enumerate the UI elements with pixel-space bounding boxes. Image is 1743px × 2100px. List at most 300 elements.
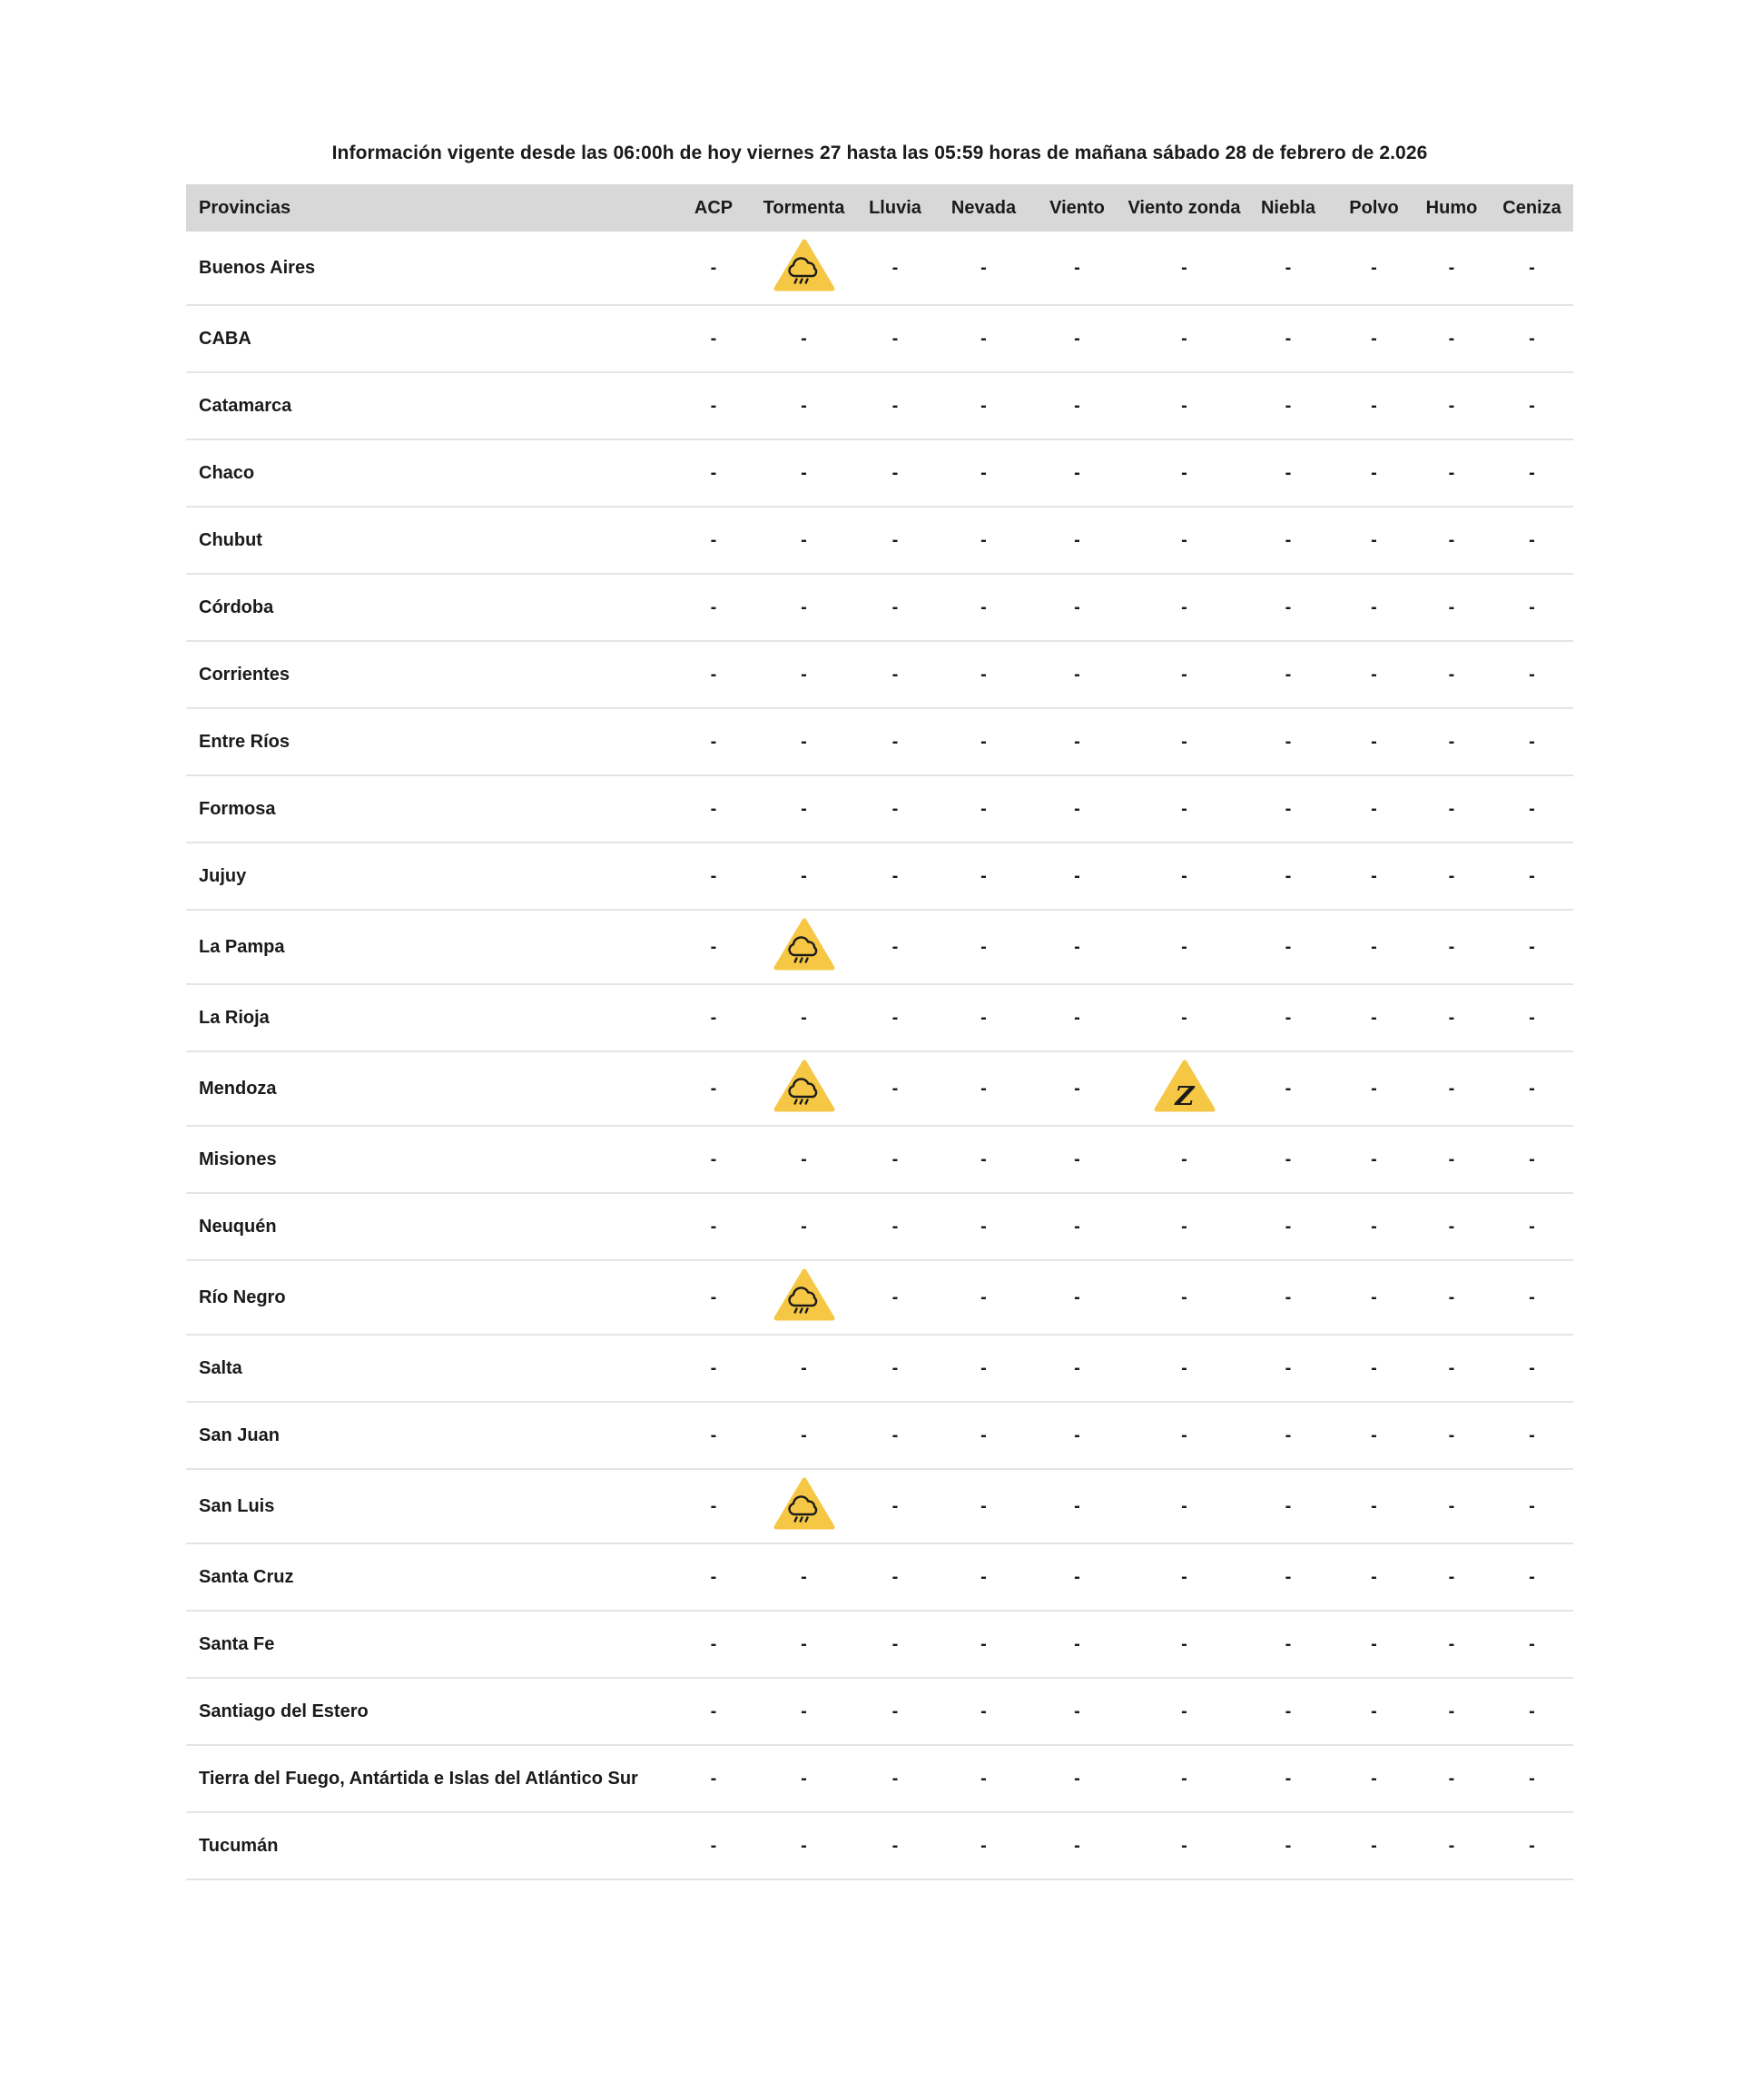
alert-cell-tormenta: - (801, 664, 807, 685)
alert-cell-humo: - (1448, 1566, 1455, 1587)
storm-warning-icon (773, 232, 835, 298)
alert-cell-nevada: - (980, 731, 987, 752)
alert-cell-ceniza: - (1529, 936, 1535, 957)
alert-cell-lluvia: - (891, 865, 899, 886)
alert-cell-humo: - (1448, 462, 1455, 483)
alert-cell-polvo: - (1371, 328, 1377, 349)
province-row (186, 1051, 1573, 1126)
alert-cell-lluvia: - (891, 395, 899, 416)
province-row (186, 1260, 1573, 1335)
province-row (186, 775, 1573, 843)
alert-cell-lluvia: - (891, 1149, 899, 1169)
alert-cell-niebla: - (1285, 1425, 1292, 1445)
province-row (186, 1469, 1573, 1543)
alert-cell-nevada: - (980, 1357, 987, 1378)
alert-cell-tormenta (758, 1469, 850, 1543)
alert-cell-lluvia: - (891, 328, 899, 349)
province-name: Córdoba (199, 596, 274, 617)
alert-cell-humo: - (1448, 664, 1455, 685)
alert-cell-humo: - (1448, 529, 1455, 550)
province-row (186, 1335, 1573, 1402)
alert-cell-tormenta: - (801, 1149, 807, 1169)
alerts-table-body (186, 232, 1573, 1879)
alert-cell-viento: - (1074, 1768, 1080, 1789)
alerts-page (186, 143, 1573, 1880)
alert-cell-tormenta: - (801, 798, 807, 819)
province-name: Santa Cruz (199, 1566, 294, 1587)
alert-cell-lluvia: - (891, 1495, 899, 1516)
alert-cell-viento: - (1074, 1835, 1080, 1856)
column-header-viento-zonda: Viento zonda (1128, 197, 1241, 218)
alert-cell-acp: - (710, 1149, 717, 1169)
alert-cell-viento: - (1074, 328, 1080, 349)
alert-cell-viento-zonda: - (1181, 865, 1187, 886)
alert-cell-nevada: - (980, 1425, 987, 1445)
alert-cell-ceniza: - (1529, 328, 1535, 349)
alert-cell-polvo: - (1371, 1007, 1377, 1028)
alert-cell-niebla: - (1285, 1078, 1292, 1099)
alert-cell-ceniza: - (1529, 1633, 1535, 1654)
alert-cell-ceniza: - (1529, 1078, 1535, 1099)
alert-cell-polvo: - (1371, 798, 1377, 819)
alert-cell-polvo: - (1371, 1425, 1377, 1445)
alert-cell-humo: - (1448, 1007, 1455, 1028)
alert-cell-acp: - (710, 1078, 717, 1099)
province-name: Chaco (199, 462, 255, 483)
alert-cell-viento-zonda: - (1181, 1216, 1187, 1237)
alert-cell-ceniza: - (1529, 865, 1535, 886)
province-name: Río Negro (199, 1287, 286, 1307)
column-header-ceniza: Ceniza (1502, 197, 1561, 218)
alert-cell-tormenta: - (801, 1007, 807, 1028)
alert-cell-ceniza: - (1529, 462, 1535, 483)
alert-cell-humo: - (1448, 731, 1455, 752)
alert-cell-polvo: - (1371, 936, 1377, 957)
alert-cell-lluvia: - (891, 798, 899, 819)
alert-cell-ceniza: - (1529, 1566, 1535, 1587)
alert-cell-lluvia: - (891, 1287, 899, 1307)
province-name: La Rioja (199, 1007, 270, 1028)
alert-cell-lluvia: - (891, 1425, 899, 1445)
province-row (186, 1193, 1573, 1260)
province-name: Misiones (199, 1149, 277, 1169)
alert-cell-tormenta (758, 1260, 850, 1335)
alert-cell-tormenta: - (801, 596, 807, 617)
alert-cell-viento-zonda (1128, 1051, 1241, 1126)
alert-cell-niebla: - (1285, 529, 1292, 550)
alert-cell-niebla: - (1285, 1357, 1292, 1378)
alert-cell-lluvia: - (891, 529, 899, 550)
alert-cell-ceniza: - (1529, 395, 1535, 416)
alert-cell-niebla: - (1285, 798, 1292, 819)
alert-cell-viento-zonda: - (1181, 1287, 1187, 1307)
storm-warning-icon (773, 912, 835, 977)
alert-cell-niebla: - (1285, 462, 1292, 483)
alert-cell-tormenta: - (801, 395, 807, 416)
alert-cell-ceniza: - (1529, 731, 1535, 752)
alert-cell-viento-zonda: - (1181, 1835, 1187, 1856)
alert-cell-acp: - (710, 865, 717, 886)
alert-cell-humo: - (1448, 1768, 1455, 1789)
alert-cell-niebla: - (1285, 731, 1292, 752)
alert-cell-acp: - (710, 1835, 717, 1856)
alert-cell-nevada: - (980, 1078, 987, 1099)
alert-cell-viento-zonda: - (1181, 664, 1187, 685)
alert-cell-tormenta (758, 910, 850, 984)
alert-cell-viento-zonda: - (1181, 798, 1187, 819)
alert-cell-humo: - (1448, 1078, 1455, 1099)
alert-cell-acp: - (710, 462, 717, 483)
alert-cell-niebla: - (1285, 936, 1292, 957)
alert-cell-viento: - (1074, 395, 1080, 416)
alert-cell-tormenta: - (801, 1566, 807, 1587)
alert-cell-polvo: - (1371, 529, 1377, 550)
alert-cell-viento: - (1074, 462, 1080, 483)
alert-cell-viento-zonda: - (1181, 1425, 1187, 1445)
province-row (186, 439, 1573, 507)
alert-cell-acp: - (710, 395, 717, 416)
alert-cell-viento-zonda: - (1181, 1633, 1187, 1654)
alert-cell-lluvia: - (891, 731, 899, 752)
alert-cell-niebla: - (1285, 865, 1292, 886)
alert-cell-polvo: - (1371, 395, 1377, 416)
province-row (186, 574, 1573, 641)
alert-cell-humo: - (1448, 1835, 1455, 1856)
province-row (186, 305, 1573, 372)
alert-cell-ceniza: - (1529, 1768, 1535, 1789)
alert-cell-niebla: - (1285, 1768, 1292, 1789)
alert-cell-humo: - (1448, 395, 1455, 416)
alert-cell-tormenta: - (801, 1701, 807, 1721)
alert-cell-tormenta: - (801, 1216, 807, 1237)
alert-cell-tormenta: - (801, 1633, 807, 1654)
province-row (186, 1543, 1573, 1611)
alert-cell-niebla: - (1285, 1149, 1292, 1169)
alert-cell-acp: - (710, 936, 717, 957)
alert-cell-ceniza: - (1529, 596, 1535, 617)
alert-cell-lluvia: - (891, 1835, 899, 1856)
alert-cell-tormenta (758, 1051, 850, 1126)
alert-cell-acp: - (710, 1425, 717, 1445)
alert-cell-nevada: - (980, 798, 987, 819)
province-name: Catamarca (199, 395, 292, 416)
alert-cell-acp: - (710, 1357, 717, 1378)
alert-cell-polvo: - (1371, 731, 1377, 752)
alert-cell-viento-zonda: - (1181, 1149, 1187, 1169)
alert-cell-tormenta (758, 232, 850, 305)
alert-cell-lluvia: - (891, 257, 899, 278)
svg-text:Z: Z (1174, 1080, 1195, 1111)
alert-cell-tormenta: - (801, 731, 807, 752)
alert-cell-nevada: - (980, 664, 987, 685)
alert-cell-polvo: - (1371, 596, 1377, 617)
alert-cell-tormenta: - (801, 529, 807, 550)
alert-cell-acp: - (710, 257, 717, 278)
alert-cell-polvo: - (1371, 1287, 1377, 1307)
alert-cell-humo: - (1448, 1149, 1455, 1169)
alert-cell-viento: - (1074, 1007, 1080, 1028)
province-row (186, 843, 1573, 910)
alert-cell-acp: - (710, 1495, 717, 1516)
alert-cell-tormenta: - (801, 1835, 807, 1856)
province-row (186, 1812, 1573, 1879)
alert-cell-polvo: - (1371, 1701, 1377, 1721)
column-header-tormenta: Tormenta (763, 197, 845, 218)
alert-cell-niebla: - (1285, 596, 1292, 617)
alert-cell-niebla: - (1285, 1287, 1292, 1307)
alert-cell-polvo: - (1371, 865, 1377, 886)
alert-cell-lluvia: - (891, 1633, 899, 1654)
alert-cell-viento: - (1074, 936, 1080, 957)
alert-cell-lluvia: - (891, 462, 899, 483)
alert-cell-nevada: - (980, 1216, 987, 1237)
province-name: Salta (199, 1357, 242, 1378)
province-name: Buenos Aires (199, 257, 316, 278)
alert-cell-polvo: - (1371, 1078, 1377, 1099)
alert-cell-ceniza: - (1529, 1495, 1535, 1516)
alert-cell-acp: - (710, 1701, 717, 1721)
alert-cell-ceniza: - (1529, 257, 1535, 278)
alert-cell-viento-zonda: - (1181, 731, 1187, 752)
alert-cell-nevada: - (980, 1495, 987, 1516)
alert-cell-viento-zonda: - (1181, 1768, 1187, 1789)
alert-cell-humo: - (1448, 1701, 1455, 1721)
alert-cell-polvo: - (1371, 1216, 1377, 1237)
alert-cell-ceniza: - (1529, 664, 1535, 685)
alert-cell-nevada: - (980, 1149, 987, 1169)
alerts-table (186, 184, 1573, 1880)
alert-cell-acp: - (710, 1566, 717, 1587)
province-row (186, 984, 1573, 1051)
alert-cell-acp: - (710, 1007, 717, 1028)
alert-cell-lluvia: - (891, 1768, 899, 1789)
column-header-niebla: Niebla (1260, 197, 1316, 218)
province-row (186, 372, 1573, 439)
column-header-viento: Viento (1049, 197, 1105, 218)
alert-cell-niebla: - (1285, 395, 1292, 416)
province-name: Mendoza (199, 1078, 277, 1099)
alert-cell-acp: - (710, 1633, 717, 1654)
alert-cell-nevada: - (980, 865, 987, 886)
alert-cell-nevada: - (980, 1835, 987, 1856)
alert-cell-humo: - (1448, 596, 1455, 617)
column-header-humo: Humo (1425, 197, 1478, 218)
alert-cell-polvo: - (1371, 1768, 1377, 1789)
alert-cell-nevada: - (980, 1768, 987, 1789)
alert-cell-humo: - (1448, 798, 1455, 819)
alert-cell-viento: - (1074, 1078, 1080, 1099)
alert-cell-viento-zonda: - (1181, 596, 1187, 617)
alert-cell-humo: - (1448, 936, 1455, 957)
alert-cell-viento: - (1074, 1357, 1080, 1378)
province-row (186, 1126, 1573, 1193)
alert-cell-lluvia: - (891, 1357, 899, 1378)
alert-cell-nevada: - (980, 529, 987, 550)
alert-cell-viento: - (1074, 1149, 1080, 1169)
province-row (186, 708, 1573, 775)
alert-cell-ceniza: - (1529, 1007, 1535, 1028)
alert-cell-lluvia: - (891, 1701, 899, 1721)
alert-cell-acp: - (710, 1768, 717, 1789)
column-header-provincias: Provincias (199, 197, 291, 218)
alert-cell-viento: - (1074, 1287, 1080, 1307)
alert-cell-viento-zonda: - (1181, 1701, 1187, 1721)
alert-cell-viento-zonda: - (1181, 529, 1187, 550)
alert-cell-niebla: - (1285, 257, 1292, 278)
province-name: Tierra del Fuego, Antártida e Islas del Atlántico Sur (199, 1768, 638, 1789)
storm-warning-icon (773, 1471, 835, 1536)
province-name: CABA (199, 328, 251, 349)
alert-cell-lluvia: - (891, 1078, 899, 1099)
alert-cell-humo: - (1448, 1357, 1455, 1378)
alert-cell-tormenta: - (801, 865, 807, 886)
alert-cell-ceniza: - (1529, 798, 1535, 819)
province-name: Entre Ríos (199, 731, 290, 752)
alert-cell-viento-zonda: - (1181, 1007, 1187, 1028)
alert-cell-polvo: - (1371, 1835, 1377, 1856)
alert-cell-nevada: - (980, 395, 987, 416)
province-name: La Pampa (199, 936, 285, 957)
alert-cell-lluvia: - (891, 1007, 899, 1028)
table-header-row (186, 184, 1573, 232)
column-header-lluvia: Lluvia (869, 197, 921, 218)
alert-cell-viento: - (1074, 1701, 1080, 1721)
alert-cell-humo: - (1448, 257, 1455, 278)
province-row (186, 1402, 1573, 1469)
province-row (186, 507, 1573, 574)
alert-cell-viento: - (1074, 664, 1080, 685)
alert-cell-viento: - (1074, 1633, 1080, 1654)
alert-cell-polvo: - (1371, 1149, 1377, 1169)
alert-cell-acp: - (710, 1216, 717, 1237)
alert-cell-polvo: - (1371, 1357, 1377, 1378)
alert-cell-lluvia: - (891, 596, 899, 617)
alert-cell-nevada: - (980, 1007, 987, 1028)
province-row (186, 910, 1573, 984)
alert-cell-ceniza: - (1529, 1701, 1535, 1721)
alert-cell-acp: - (710, 596, 717, 617)
alert-cell-polvo: - (1371, 462, 1377, 483)
alert-cell-nevada: - (980, 596, 987, 617)
alert-cell-ceniza: - (1529, 529, 1535, 550)
alert-cell-lluvia: - (891, 936, 899, 957)
column-header-nevada: Nevada (950, 197, 1017, 218)
alert-cell-nevada: - (980, 1701, 987, 1721)
alert-cell-niebla: - (1285, 328, 1292, 349)
alert-cell-viento: - (1074, 257, 1080, 278)
province-row (186, 1611, 1573, 1678)
alert-cell-nevada: - (980, 1287, 987, 1307)
province-row (186, 1678, 1573, 1745)
alert-cell-acp: - (710, 731, 717, 752)
alert-cell-viento-zonda: - (1181, 328, 1187, 349)
alert-cell-polvo: - (1371, 664, 1377, 685)
alert-cell-niebla: - (1285, 1701, 1292, 1721)
alert-cell-tormenta: - (801, 462, 807, 483)
alert-cell-viento: - (1074, 1425, 1080, 1445)
alert-cell-viento: - (1074, 529, 1080, 550)
province-name: Neuquén (199, 1216, 277, 1237)
alert-cell-nevada: - (980, 328, 987, 349)
alert-cell-niebla: - (1285, 664, 1292, 685)
alert-cell-lluvia: - (891, 664, 899, 685)
column-header-polvo: Polvo (1349, 197, 1399, 218)
alert-cell-humo: - (1448, 328, 1455, 349)
province-row (186, 232, 1573, 305)
province-row (186, 641, 1573, 708)
alert-cell-viento: - (1074, 1566, 1080, 1587)
validity-period-title: Información vigente desde las 06:00h de hoy viernes 27 hasta las 05:59 horas de mañana sábado 28 de febrero de 2.026 (331, 143, 1428, 163)
province-name: Corrientes (199, 664, 290, 685)
alert-cell-niebla: - (1285, 1495, 1292, 1516)
alert-cell-tormenta: - (801, 1425, 807, 1445)
alert-cell-viento: - (1074, 1495, 1080, 1516)
column-header-acp: ACP (694, 197, 734, 218)
province-name: Santiago del Estero (199, 1701, 369, 1721)
storm-warning-icon (773, 1053, 835, 1119)
alert-cell-ceniza: - (1529, 1835, 1535, 1856)
alert-cell-ceniza: - (1529, 1216, 1535, 1237)
alert-cell-humo: - (1448, 865, 1455, 886)
province-row (186, 1745, 1573, 1812)
alert-cell-viento-zonda: - (1181, 257, 1187, 278)
zonda-wind-warning-icon (1154, 1053, 1216, 1119)
alert-cell-viento: - (1074, 798, 1080, 819)
alert-cell-humo: - (1448, 1495, 1455, 1516)
alert-cell-tormenta: - (801, 1357, 807, 1378)
alert-cell-nevada: - (980, 1566, 987, 1587)
alert-cell-viento-zonda: - (1181, 395, 1187, 416)
storm-warning-icon (773, 1262, 835, 1327)
alert-cell-lluvia: - (891, 1216, 899, 1237)
province-name: Tucumán (199, 1835, 279, 1856)
alert-cell-viento: - (1074, 731, 1080, 752)
alert-cell-nevada: - (980, 1633, 987, 1654)
alert-cell-polvo: - (1371, 257, 1377, 278)
alert-cell-ceniza: - (1529, 1425, 1535, 1445)
alert-cell-polvo: - (1371, 1495, 1377, 1516)
province-name: Chubut (199, 529, 262, 550)
alert-cell-nevada: - (980, 462, 987, 483)
alert-cell-acp: - (710, 798, 717, 819)
province-name: Jujuy (199, 865, 247, 886)
alert-cell-tormenta: - (801, 328, 807, 349)
province-name: San Luis (199, 1495, 275, 1516)
alert-cell-viento-zonda: - (1181, 936, 1187, 957)
alert-cell-ceniza: - (1529, 1287, 1535, 1307)
alert-cell-humo: - (1448, 1633, 1455, 1654)
alert-cell-acp: - (710, 328, 717, 349)
alert-cell-nevada: - (980, 257, 987, 278)
alert-cell-niebla: - (1285, 1216, 1292, 1237)
alert-cell-viento-zonda: - (1181, 462, 1187, 483)
alert-cell-ceniza: - (1529, 1149, 1535, 1169)
alert-cell-viento-zonda: - (1181, 1357, 1187, 1378)
alert-cell-acp: - (710, 664, 717, 685)
alert-cell-ceniza: - (1529, 1357, 1535, 1378)
alert-cell-acp: - (710, 1287, 717, 1307)
province-name: Formosa (199, 798, 276, 819)
alert-cell-viento: - (1074, 1216, 1080, 1237)
alert-cell-humo: - (1448, 1425, 1455, 1445)
province-name: San Juan (199, 1425, 280, 1445)
alert-cell-polvo: - (1371, 1633, 1377, 1654)
alert-cell-humo: - (1448, 1216, 1455, 1237)
alert-cell-niebla: - (1285, 1835, 1292, 1856)
alert-cell-polvo: - (1371, 1566, 1377, 1587)
alert-cell-viento: - (1074, 865, 1080, 886)
alert-cell-lluvia: - (891, 1566, 899, 1587)
